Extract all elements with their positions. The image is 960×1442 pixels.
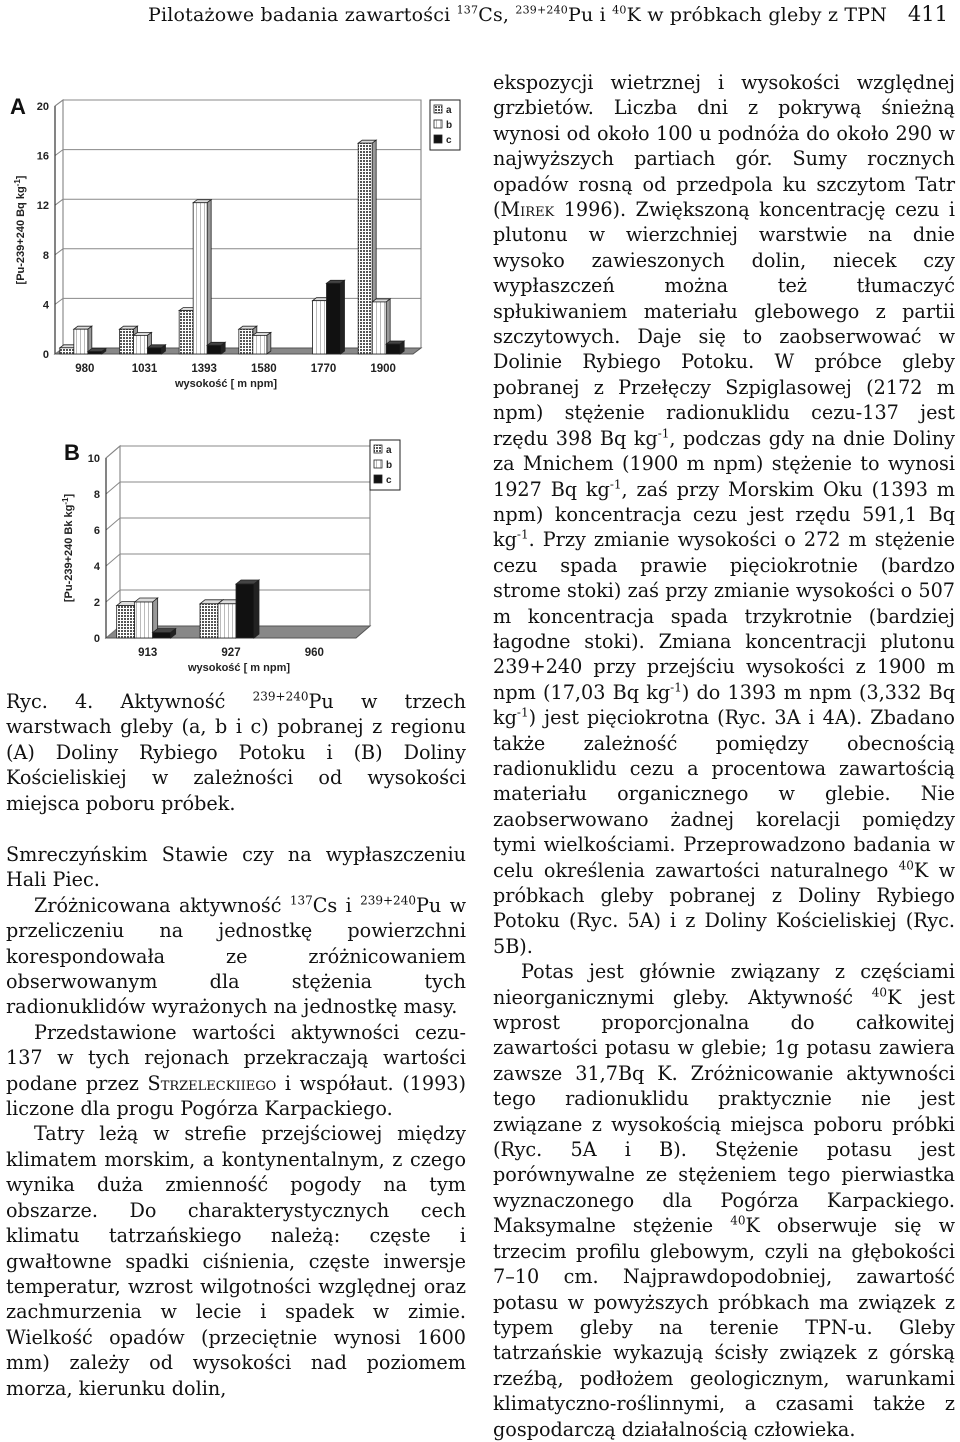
header-sup-pu: 239+240 [515,3,568,17]
right-p2-b: K jest wprost proporcjonalna do całkowitej zawartości potasu w glebie; 1g potasu zawiera zawsze 31,7Bq K. Zróżnicowanie aktywności tego radionuklidu praktycznie nie jest związane z wysokością miejsca poboru próbki (Ryc. 5A i B). Stężenie potasu jest porównywalne ze stężeniem tego pierwiastka wyznaczonego dla Pogórza Karpackiego. Maksymalne stężenie [493,985,955,1238]
right-p1-b: 1996). Zwiększoną koncentrację cezu i plutonu w wierzchniej warstwie na dnie wysoko zawieszonych dolin, niecek czy wypłaszczeń można też tłumaczyć spłukiwaniem materiału glebowego z partii szczytowych. Daje się to zaobserwować w Dolinie Rybiego Potoku. W próbce gleby pobranej z Przełęczy Szpiglasowej (2172 m npm) stężenie radionuklidu cezu-137 jest rzędu 398 Bq kg [493,198,955,450]
x-tick-label: 1031 [131,363,158,375]
left-p2-sup2: 239+240 [360,893,416,908]
bar-b-913-b [135,602,153,638]
right-p2-sup2: 40 [730,1213,746,1228]
x-tick-label: 1770 [310,363,337,375]
y-tick-label: 6 [93,525,100,537]
bar-a-980-a [60,348,74,354]
bar-a-1393-c [207,345,221,354]
page-number: 411 [907,2,948,26]
x-tick-label: 927 [221,647,241,659]
caption-lead: Ryc. 4. Aktywność [6,690,253,713]
right-paragraph-2 [493,959,955,1442]
bar-side-b-927-c [254,580,259,638]
legend-label-a: a [386,445,392,456]
bar-b-913-c [153,633,171,638]
x-tick-label: 1580 [251,363,277,375]
left-p3-author: Strzeleckiiego [147,1071,277,1095]
legend-swatch-c [434,135,442,143]
y-axis-label: [Pu-239+240 Bk $kg^{-1}$] [61,493,75,603]
right-p1-author: Mirek [500,198,555,222]
bar-a-1393-b [193,203,207,354]
right-p1-sup6: 40 [898,858,914,873]
left-paragraph-2 [6,893,466,1020]
y-tick-label: 2 [93,597,100,609]
legend-swatch-c [374,475,382,483]
legend-label-b: b [446,120,453,131]
right-p2-sup1: 40 [871,985,888,1000]
panel-label: A [10,94,26,119]
left-p3-a: Przedstawione wartości aktywności cezu-137 w tych rejonach przekraczają wartości podane przez [6,1020,466,1095]
right-p1-e: . Przy zmianie wysokości o 272 m stężenie cezu spada prawie pięciokrotnie (bardzo strome stoki) zaś przy zmianie wysokości o 507 m koncentracja spada trzykrotnie (bardziej łagodne stoki). Zmiana koncentracji plutonu 239+240 przy przejściu wysokości z 1900 m npm (17,03 Bq kg [493,528,955,704]
legend-label-c: c [386,475,392,486]
header-title-d: K w próbkach gleby z TPN [626,4,888,26]
bar-side-a-1770-c [341,280,345,354]
legend-swatch-a [434,105,442,113]
header-title-b: Cs, [478,4,516,26]
bar-side-a-1393-b [207,200,211,354]
legend-swatch-b [434,120,442,128]
y-tick-label: 12 [36,200,49,213]
y-tick-label: 20 [36,101,49,113]
legend-label-b: b [386,460,393,471]
right-p2-a: Potas jest głównie związany z częściami nieorganicznymi gleby. Aktywność [493,960,955,1009]
caption-rest: Pu w trzech warstwach gleby (a, b i c) pobranej z regionu (A) Doliny Rybiego Potoku i (B) Doliny Kościeliskiej w zależności od wysokości miejsca poboru próbek. [6,690,467,815]
panel-label: B [64,440,80,465]
bar-a-1580-a [239,329,253,354]
right-p1-sup4: -1 [670,680,682,695]
y-axis-label: [Pu-239+240 Bq $kg^{-1}$] [13,175,27,285]
chart-b [40,432,460,682]
right-p1-f: ) do 1393 m npm (3,332 Bq kg [493,680,956,730]
legend-label-a: a [446,105,452,116]
bar-side-a-1580-b [267,332,271,354]
y-tick-label: 8 [42,249,49,262]
bar-b-913-a [117,606,135,638]
y-tick-label: 8 [93,489,100,501]
right-p1-sup3: -1 [516,527,529,542]
chart-side-wall [55,100,63,354]
left-paragraph-1: Smreczyńskim Stawie czy na wypłaszczeniu Hali Piec. [6,843,466,892]
bar-a-1900-a [358,143,372,354]
header-sup-k: 40 [612,3,627,17]
y-tick-label: 4 [42,299,49,312]
right-p1-sup1: -1 [657,426,670,441]
y-tick-label: 0 [42,349,49,361]
right-p1-sup2: -1 [609,477,622,492]
left-p2-c: Pu w przeliczeniu na jednostkę powierzchni korespondowała ze zróżnicowaniem obserwowanym dla stężenia tych radionuklidów wyrażonych na jednostkę masy. [6,893,466,1019]
bar-a-1770-b [313,301,327,354]
left-p2-b: Cs i [312,893,361,917]
chart-a [0,88,470,393]
x-tick-label: 980 [75,363,95,375]
header-sup-cs: 137 [456,3,479,17]
y-tick-label: 4 [93,561,100,573]
bar-a-1580-b [253,335,267,354]
figure-caption [6,689,466,816]
x-axis-label: wysokość [ m npm] [187,662,291,674]
bar-b-927-b [218,604,236,638]
running-header [0,0,960,40]
bar-a-1031-c [148,348,162,354]
right-p1-sup5: -1 [516,705,529,720]
legend-swatch-b [374,460,382,468]
bar-a-1031-b [134,335,148,354]
left-p2-sup1: 137 [289,893,313,908]
right-p1-g: ) jest pięciokrotna (Ryc. 3A i 4A). Zbadano także zależność pomiędzy obecnością radionuklidu cezu a procentowa zawartością materiału organicznego w glebie. Nie zaobserwowano żadnej korelacji pomiędzy tymi wielkościami. Przeprowadzono badania w celu określenia zawartości naturalnego [493,706,955,882]
legend-label-c: c [446,135,452,146]
x-tick-label: 960 [304,647,324,659]
y-tick-label: 0 [93,633,100,645]
left-p2-a: Zróżnicowana aktywność [34,893,290,917]
right-paragraph-1 [493,70,955,959]
left-paragraph-3 [6,1020,466,1122]
bar-a-980-c [88,352,102,354]
x-tick-label: 913 [138,647,158,659]
bar-a-980-b [74,329,88,354]
caption-sup: 239+240 [252,689,309,704]
y-tick-label: 16 [36,150,49,163]
bar-a-1393-a [179,311,193,354]
header-title-a: Pilotażowe badania zawartości [148,4,457,26]
header-title [148,4,887,26]
right-p1-h: K w próbkach gleby pobranej z Doliny Rybiego Potoku (Ryc. 5A) i z Doliny Kościeliskiej (Ryc. 5B). [493,858,955,958]
header-title-c: Pu i [567,4,613,26]
bar-a-1900-c [386,344,400,354]
x-tick-label: 1393 [191,363,217,375]
bar-b-927-c [236,584,254,638]
right-p1-a: ekspozycji wietrznej i wysokości względnej grzbietów. Liczba dni z pokrywą śnieżną wynosi od około 100 u podnóża do około 290 w najwyższych partiach gór. Sumy rocznych opadów rosną od przedpola ku szczytom Tatr ( [493,71,955,222]
right-column [493,70,955,1442]
right-p2-c: K obserwuje się w trzecim profilu glebowym, czyli na głębokości 7–10 cm. Najprawdopodobniej, zawartość potasu w powyższych próbkach ma związek z typem gleby na terenie TPN-u. Gleby tatrzańskie wykazują ścisły związek z górską rzeźbą, podłożem geologicznym, warunkami klimatyczno-roślinnymi, a czasami także z gospodarczą działalnością człowieka. [493,1214,955,1441]
x-axis-label: wysokość [ m npm] [174,378,278,390]
bar-b-927-a [200,604,218,638]
bar-a-1900-b [372,302,386,354]
left-column [6,842,466,1401]
left-paragraph-4: Tatry leżą w strefie przejściowej między klimatem morskim, a kontynentalnym, z czego wynika duża zmienność pogody na tym obszarze. Do charakterystycznych cech klimatu tatrzańskiego należą: częste i gwałtowne spadki ciśnienia, częste inwersje temperatur, wzrost wilgotności względnej oraz zachmurzenia w lecie i spadek w zimie. Wielkość opadów (przeciętnie wynosi 1600 mm) zależy od wysokości nad poziomem morza, kierunku dolin, [6,1122,466,1400]
legend-swatch-a [374,445,382,453]
right-p1-d: , zaś przy Morskim Oku (1393 m npm) koncentracja cezu jest rzędu 591,1 Bq kg [493,477,955,552]
y-tick-label: 10 [87,453,100,465]
left-p3-b: i współaut. (1993) liczone dla progu Pogórza Karpackiego. [6,1071,467,1121]
bar-a-1770-c [327,283,341,354]
bar-a-1031-a [120,329,134,354]
x-tick-label: 1900 [370,363,396,375]
right-p1-c: , podczas gdy na dnie Doliny za Mnichem (1900 m npm) stężenie to wynosi 1927 Bq kg [493,426,956,501]
